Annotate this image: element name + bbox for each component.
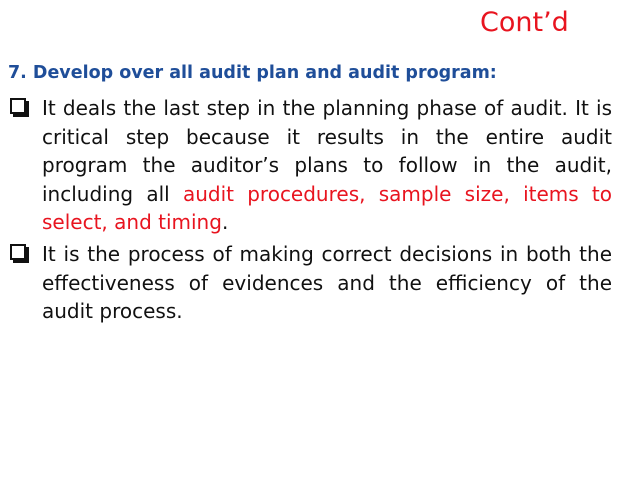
section-heading: 7. Develop over all audit plan and audit program:	[8, 63, 497, 83]
bullet-1-end: .	[221, 210, 229, 235]
bullet-item-1	[10, 94, 612, 237]
slide-title: Cont’d	[480, 7, 569, 38]
bullet-1-highlight: audit procedures, sample size, items to select, and timing	[42, 181, 612, 235]
bullet-item-2	[10, 240, 612, 326]
bullet-list	[10, 94, 612, 326]
bullet-1-text: It deals the last step in the planning phase of audit. It is critical step because it results in the entire audit program the auditor’s plans to follow in the audit, including all	[42, 96, 612, 206]
checkbox-square-icon	[10, 244, 26, 260]
bullet-2-text: It is the process of making correct decisions in both the effectiveness of evidences and the efficiency of the audit process.	[42, 241, 612, 324]
checkbox-square-icon	[10, 98, 26, 114]
